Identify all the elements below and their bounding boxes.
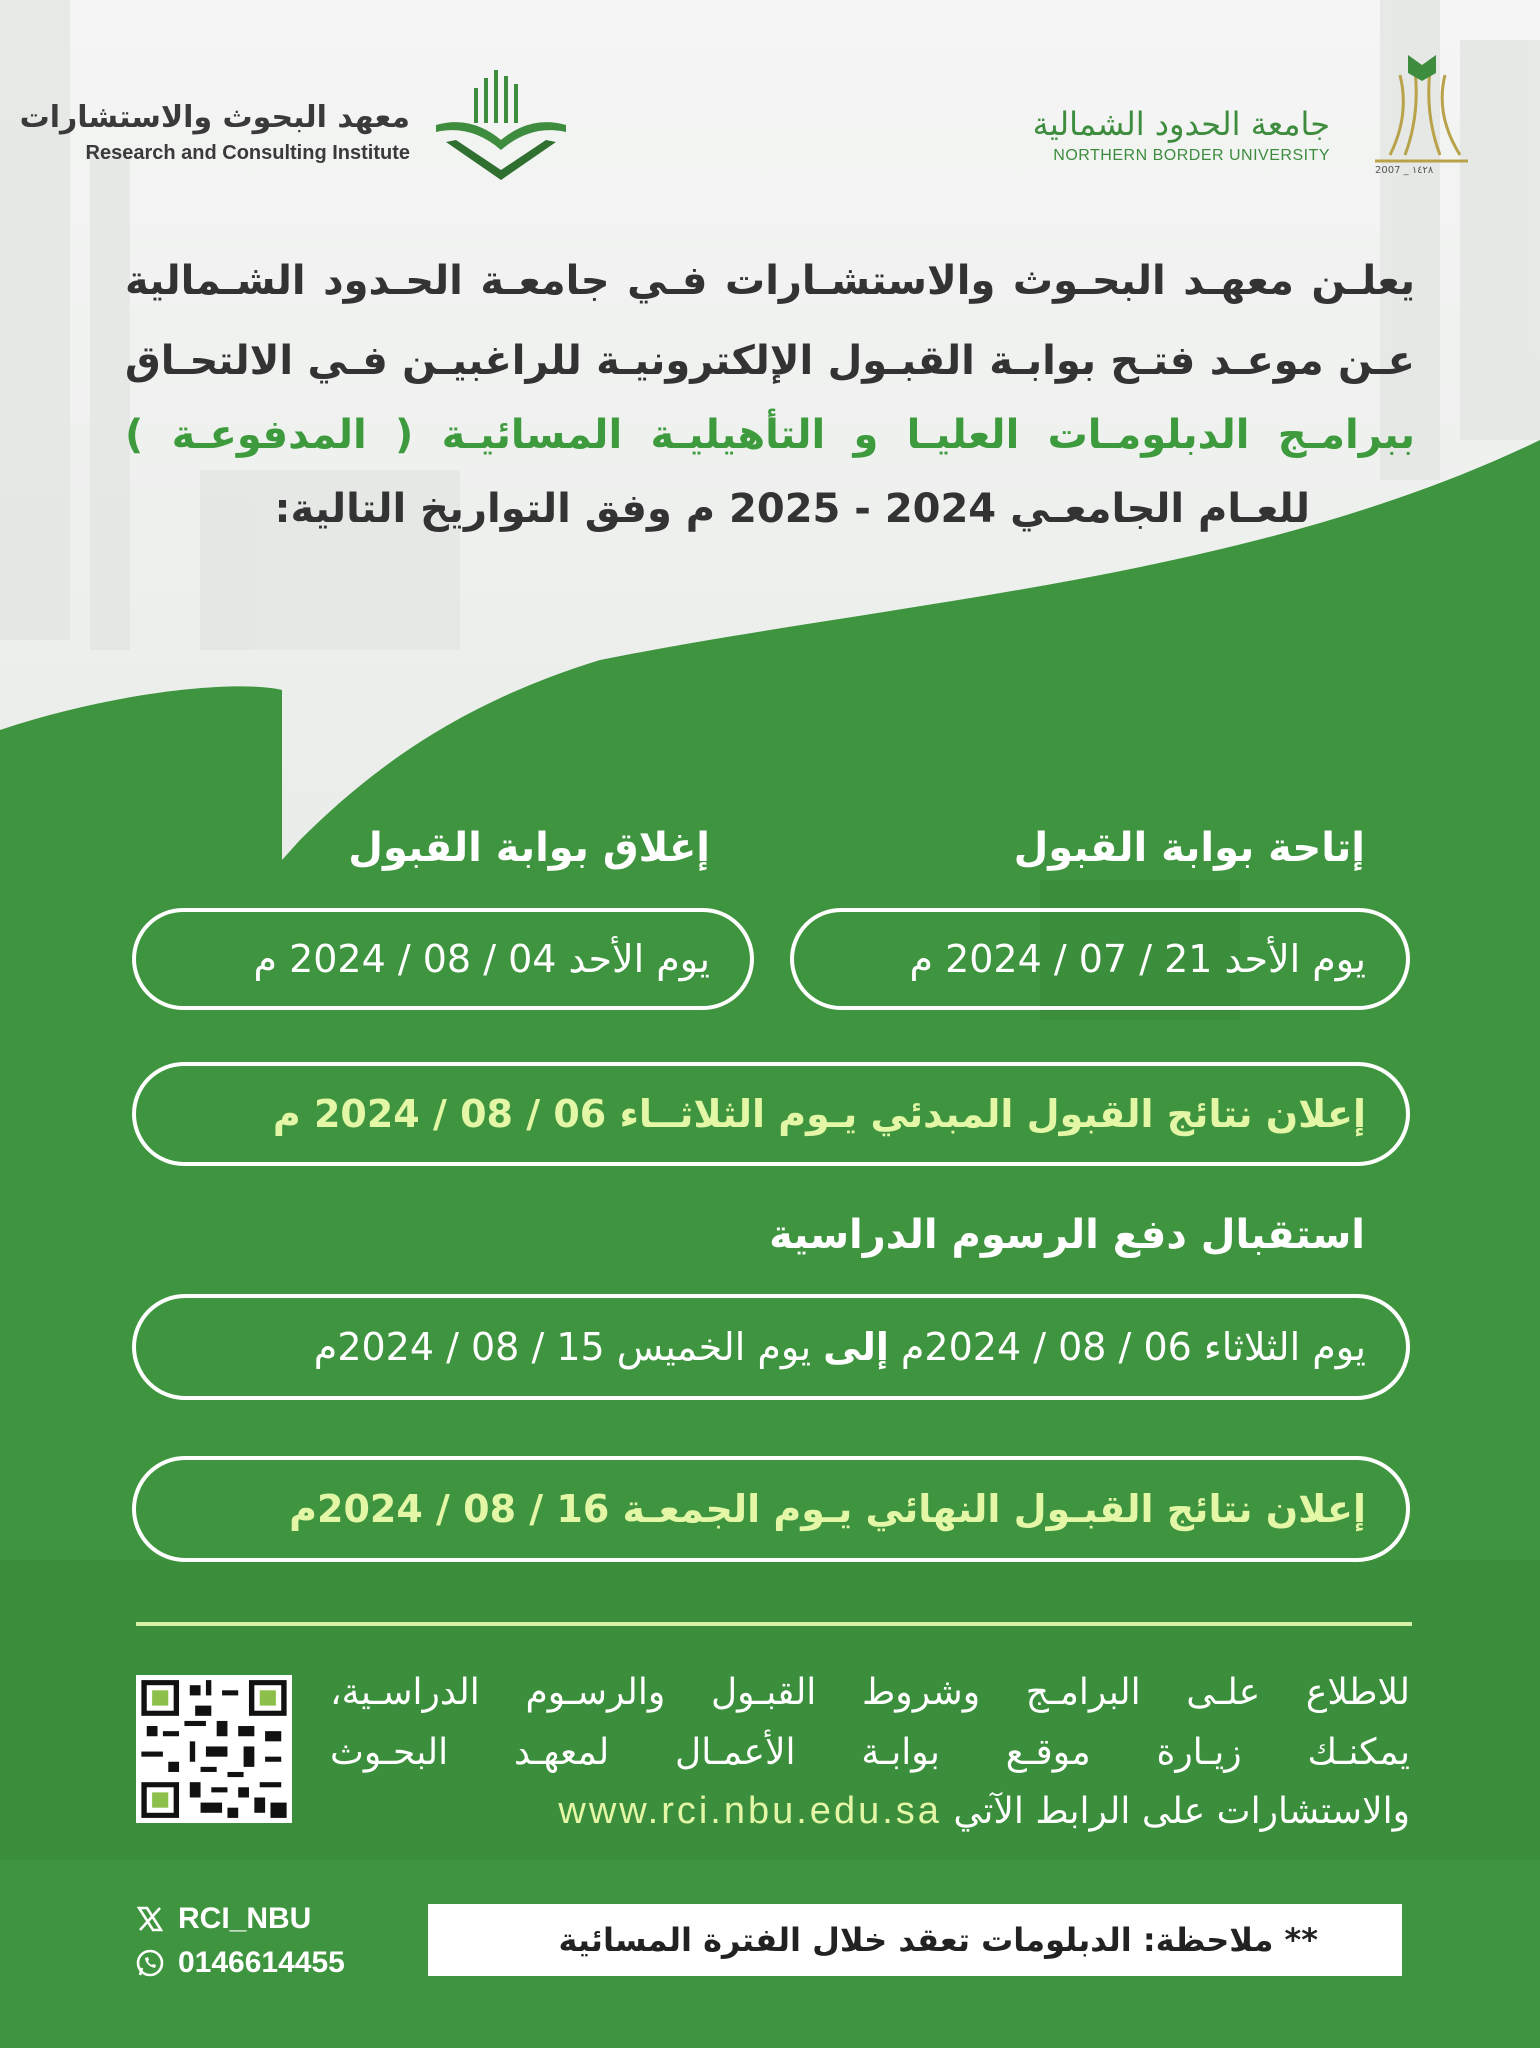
fees-from: يوم الثلاثاء 06 / 08 / 2024م: [900, 1325, 1366, 1369]
intro-line-1: يعلـن معهـد البحـوث والاستشـارات فـي جامعـة الحـدود الشـمالية: [125, 258, 1415, 304]
final-results-text: إعلان نتائج القبـول النهائي يـوم الجمعـة 16 / 08 / 2024م: [289, 1487, 1366, 1531]
institute-name-ar: معهد البحوث والاستشارات: [19, 100, 410, 135]
website-link[interactable]: www.rci.nbu.edu.sa: [558, 1790, 942, 1832]
open-portal-heading: إتاحة بوابة القبول: [1013, 825, 1365, 871]
university-year: 2007 _ ١٤٢٨: [1375, 165, 1434, 176]
institute-logo-block: [19, 70, 570, 180]
fees-period-pill: [132, 1294, 1410, 1400]
intro-line-2: عـن موعـد فتـح بوابـة القبـول الإلكترونيـة للراغبيـن فـي الالتحـاق: [125, 338, 1415, 384]
final-results-pill: [132, 1456, 1410, 1562]
university-name-ar: جامعة الحدود الشمالية: [1032, 105, 1330, 143]
open-date: يوم الأحد 21 / 07 / 2024 م: [909, 937, 1366, 981]
whatsapp-row[interactable]: [134, 1946, 345, 1980]
info-line-1: للاطلاع علـى البرامـج وشروط القبـول والرسـوم الدراسـية،: [330, 1672, 1410, 1713]
university-logo-icon: [1370, 55, 1470, 170]
university-logo-block: [1032, 55, 1470, 176]
fees-to-word: إلى: [823, 1325, 889, 1369]
close-date-pill: [132, 908, 754, 1010]
phone-number: 0146614455: [178, 1946, 345, 1979]
institute-name-en: Research and Consulting Institute: [85, 142, 410, 164]
close-portal-heading: إغلاق بوابة القبول: [348, 825, 710, 871]
info-line-3: والاستشارات على الرابط الآتي: [953, 1791, 1410, 1832]
fees-heading: استقبال دفع الرسوم الدراسية: [769, 1212, 1365, 1258]
initial-results-text: إعلان نتائج القبول المبدئي يـوم الثلاثــاء 06 / 08 / 2024 م: [272, 1092, 1366, 1136]
intro-line-3: ببرامـج الدبلومـات العليـا و التأهيليـة المسائيـة ( المدفوعـة ): [125, 412, 1415, 458]
university-name-en: NORTHERN BORDER UNIVERSITY: [1053, 147, 1330, 164]
evening-note: ** ملاحظة: الدبلومات تعقد خلال الفترة المسائية: [428, 1904, 1402, 1976]
intro-line-4: للعـام الجامعـي 2024 - 2025 م وفق التواريخ التالية:: [274, 486, 1310, 532]
qr-code[interactable]: [136, 1675, 292, 1823]
institute-logo-icon: [426, 70, 576, 185]
open-date-pill: [790, 908, 1410, 1010]
initial-results-pill: [132, 1062, 1410, 1166]
whatsapp-icon: [134, 1947, 166, 1979]
x-icon: [134, 1903, 166, 1935]
x-handle: RCI_NBU: [178, 1902, 312, 1935]
info-line-3-row: [558, 1790, 1410, 1833]
info-line-2: يمكنـك زيـارة موقـع بوابـة الأعمـال لمعهـد البحـوث: [330, 1732, 1410, 1773]
close-date: يوم الأحد 04 / 08 / 2024 م: [253, 937, 710, 981]
fees-to: يوم الخميس 15 / 08 / 2024م: [313, 1325, 812, 1369]
x-handle-row[interactable]: [134, 1902, 311, 1936]
section-divider: [136, 1622, 1412, 1626]
